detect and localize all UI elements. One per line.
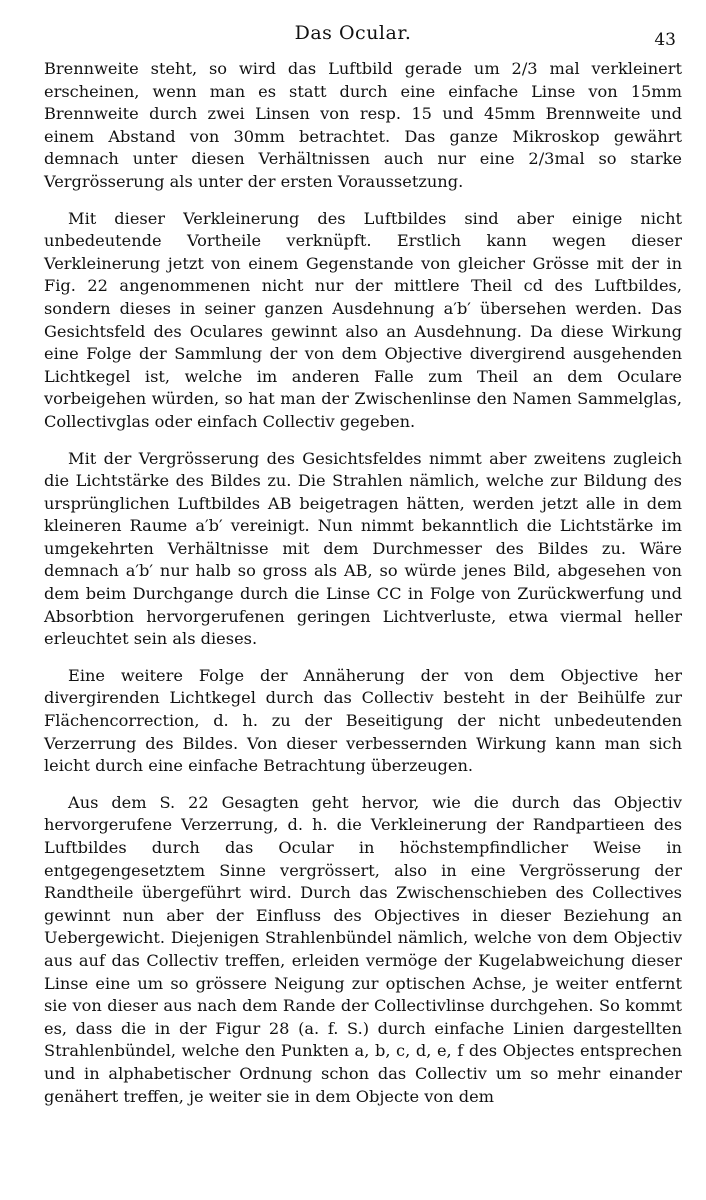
body-text [44,58,682,1122]
paragraph-3: Mit der Vergrösserung des Gesichtsfeldes nimmt aber zweitens zugleich die Lichtstärke des Bildes zu. Die Strahlen nämlich, welche zur Bildung des ursprünglichen Luftbildes AB beigetragen hätten, werden jetzt alle in dem kleineren Raume a′b′ vereinigt. Nun nimmt bekanntlich die Lichtstärke im umgekehrten Verhältnisse mit dem Durchmesser des Bildes zu. Wäre demnach a′b′ nur halb so gross als AB, so würde jenes Bild, abgesehen von dem beim Durchgange durch die Linse CC in Folge von Zurückwerfung und Absorbtion hervorgerufenen geringen Lichtverluste, etwa viermal heller erleuchtet sein als dieses. [44,448,682,649]
running-title: Das Ocular. [294,22,412,44]
paragraph-1: Brennweite steht, so wird das Luftbild gerade um 2/3 mal verkleinert erscheinen, wenn man es statt durch eine einfache Linse von 15mm Brennweite durch zwei Linsen von resp. 15 und 45mm Brennweite und einem Abstand von 30mm betrachtet. Das ganze Mikroskop gewährt demnach unter diesen Verhältnissen auch nur eine 2/3mal so starke Vergrösserung als unter der ersten Voraussetzung. [44,59,682,191]
page-number: 43 [654,30,676,50]
paragraph-4: Eine weitere Folge der Annäherung der von dem Objective her divergirenden Lichtkegel durch das Collectiv besteht in der Beihülfe zur Flächencorrection, d. h. zu der Beseitigung der nicht unbedeutenden Verzerrung des Bildes. Von dieser verbessernden Wirkung kann man sich leicht durch eine einfache Betrachtung überzeugen. [44,665,682,776]
paragraph-2: Mit dieser Verkleinerung des Luftbildes sind aber einige nicht unbedeutende Vortheile verknüpft. Erstlich kann wegen dieser Verkleinerung jetzt von einem Gegenstande von gleicher Grösse mit der in Fig. 22 angenommenen nicht nur der mittlere Theil cd des Luftbildes, sondern dieses in seiner ganzen Ausdehnung a′b′ übersehen werden. Das Gesichtsfeld des Oculares gewinnt also an Ausdehnung. Da diese Wirkung eine Folge der Sammlung der von dem Objective divergirend ausgehenden Lichtkegel ist, welche im anderen Falle zum Theil an dem Oculare vorbeigehen würden, so hat man der Zwischenlinse den Namen Sammelglas, Collectivglas oder einfach Collectiv gegeben. [44,208,682,431]
paragraph-5: Aus dem S. 22 Gesagten geht hervor, wie die durch das Objectiv hervorgerufene Verzerrung, d. h. die Verkleinerung der Randpartieen des Luftbildes durch das Ocular in höchstempfindlicher Weise in entgegengesetztem Sinne vergrössert, also in eine Vergrösserung der Randtheile übergeführt wird. Durch das Zwischenschieben des Collectives gewinnt nun aber der Einfluss des Objectives in dieser Beziehung an Uebergewicht. Diejenigen Strahlenbündel nämlich, welche von dem Objectiv aus auf das Collectiv treffen, erleiden vermöge der Kugelabweichung dieser Linse eine um so grössere Neigung zur optischen Achse, je weiter entfernt sie von dieser aus nach dem Rande der Collectivlinse durchgehen. So kommt es, dass die in der Figur 28 (a. f. S.) durch einfache Linien dargestellten Strahlenbündel, welche den Punkten a, b, c, d, e, f des Objectes entsprechen und in alphabetischer Ordnung schon das Collectiv um so mehr einander genähert treffen, je weiter sie in dem Objecte von dem [44,792,682,1106]
